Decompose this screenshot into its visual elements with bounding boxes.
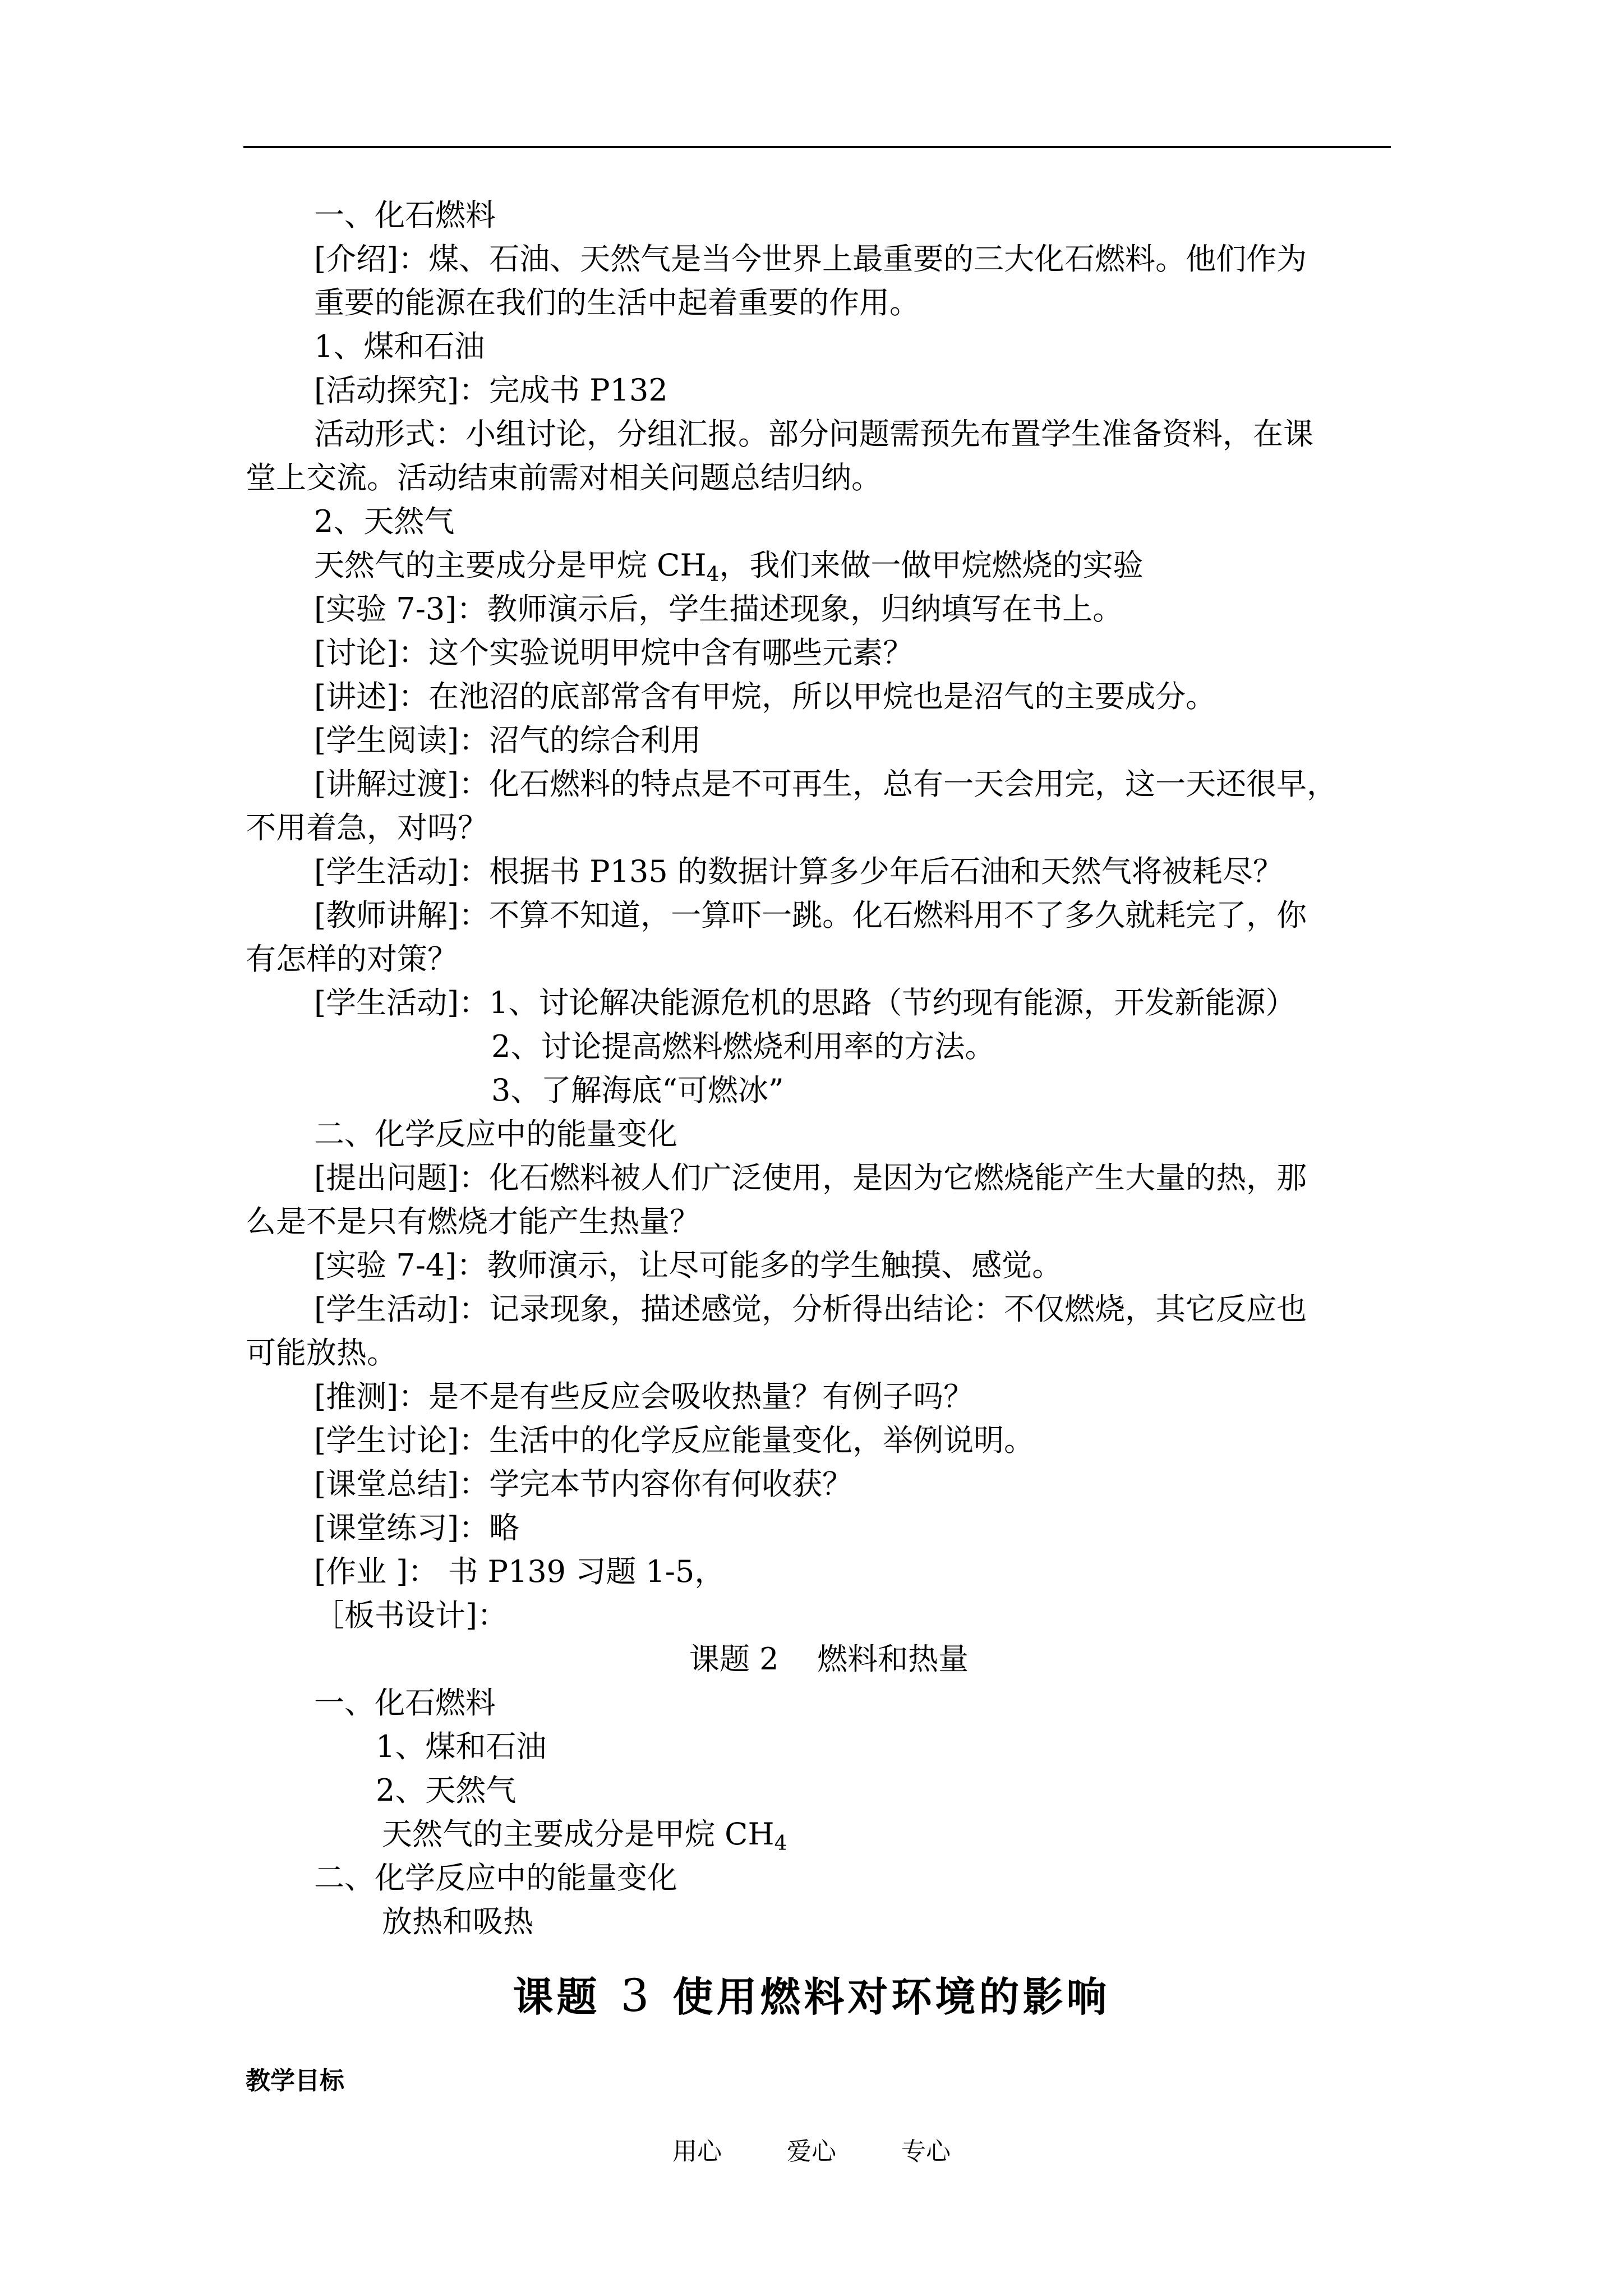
paragraph-student-activity-1: [学生活动]：根据书 P135 的数据计算多少年后石油和天然气将被耗尽？ [314,854,1283,889]
paragraph-question: [提出问题]：化石燃料被人们广泛使用，是因为它燃烧能产生大量的热，那 [314,1160,1307,1195]
paragraph-transition: [讲解过渡]：化石燃料的特点是不可再生，总有一天会用完，这一天还很早， [314,766,1338,802]
board-item-coal-oil: 1、煤和石油 [376,1729,547,1764]
paragraph-experiment-7-3: [实验 7-3]：教师演示后，学生描述现象，归纳填写在书上。 [314,591,1123,627]
page-footer [0,2135,1623,2169]
list-item-3: 3、了解海底“可燃冰” [491,1073,784,1108]
board-item-natural-gas: 2、天然气 [376,1773,517,1808]
methane-text-cont: ，我们来做一做甲烷燃烧的实验 [719,547,1144,583]
paragraph-teacher-explain-cont: 有怎样的对策？ [246,941,458,977]
board-methane-text: 天然气的主要成分是甲烷 CH [382,1816,774,1852]
board-item-fossil-fuels: 一、化石燃料 [314,1685,496,1720]
paragraph-experiment-7-4: [实验 7-4]：教师演示，让尽可能多的学生触摸、感觉。 [314,1248,1063,1283]
board-methane-subscript: 4 [774,1832,787,1855]
footer-word-3: 专心 [901,2137,951,2166]
heading-fossil-fuels: 一、化石燃料 [314,197,496,233]
paragraph-transition-cont: 不用着急，对吗？ [246,810,488,845]
paragraph-student-activity-2: [学生活动]：1、讨论解决能源危机的思路（节约现有能源，开发新能源） [314,985,1296,1020]
section-prefix: 课题 [513,1973,601,2021]
objectives-heading: 教学目标 [246,2067,344,2095]
heading-energy-change: 二、化学反应中的能量变化 [314,1116,677,1152]
paragraph-practice: [课堂练习]：略 [314,1510,520,1545]
document-body [246,194,1412,1944]
footer-word-1: 用心 [672,2137,722,2166]
board-item-exo-endo: 放热和吸热 [382,1904,533,1939]
paragraph-board-design: ［板书设计]： [314,1598,508,1633]
methane-text: 天然气的主要成分是甲烷 CH [314,547,707,583]
board-item-methane [246,1812,1412,1856]
paragraph-activity-form-cont: 堂上交流。活动结束前需对相关问题总结归纳。 [246,460,882,495]
section-number: 3 [620,1970,653,2022]
paragraph-activity-form: 活动形式：小组讨论，分组汇报。部分问题需预先布置学生准备资料，在课 [314,416,1313,452]
paragraph-student-activity-3-cont: 可能放热。 [246,1335,397,1370]
paragraph-teacher-explain: [教师讲解]：不算不知道，一算吓一跳。化石燃料用不了多久就耗完了，你 [314,898,1307,933]
section-title [0,1969,1623,2024]
board-title: 课题 2 燃料和热量 [689,1641,969,1677]
paragraph-question-cont: 么是不是只有燃烧才能产生热量？ [246,1204,700,1239]
subheading-coal-oil: 1、煤和石油 [314,329,485,364]
paragraph-student-activity-3: [学生活动]：记录现象，描述感觉，分析得出结论：不仅燃烧，其它反应也 [314,1291,1307,1327]
section-title-text: 使用燃料对环境的影响 [672,1973,1110,2021]
methane-subscript: 4 [706,563,720,586]
board-item-energy-change: 二、化学反应中的能量变化 [314,1860,677,1895]
header-rule [243,146,1391,148]
paragraph-student-discussion: [学生讨论]：生活中的化学反应能量变化，举例说明。 [314,1423,1035,1458]
paragraph-reading: [学生阅读]：沼气的综合利用 [314,723,702,758]
paragraph-intro-cont: 重要的能源在我们的生活中起着重要的作用。 [314,285,920,320]
footer-word-2: 爱心 [787,2137,836,2166]
paragraph-methane [246,544,1412,587]
paragraph-homework: [作业 ]： 书 P139 习题 1-5， [314,1554,725,1589]
paragraph-activity: [活动探究]：完成书 P132 [314,372,668,408]
paragraph-intro: [介绍]：煤、石油、天然气是当今世界上最重要的三大化石燃料。他们作为 [314,241,1307,277]
subheading-natural-gas: 2、天然气 [314,504,455,539]
paragraph-narration: [讲述]：在池沼的底部常含有甲烷，所以甲烷也是沼气的主要成分。 [314,679,1216,714]
list-item-2: 2、讨论提高燃料燃烧利用率的方法。 [491,1029,995,1064]
paragraph-speculation: [推测]：是不是有些反应会吸收热量？有例子吗？ [314,1379,974,1414]
paragraph-discussion: [讨论]：这个实验说明甲烷中含有哪些元素？ [314,635,914,670]
paragraph-summary: [课堂总结]：学完本节内容你有何收获？ [314,1466,853,1502]
